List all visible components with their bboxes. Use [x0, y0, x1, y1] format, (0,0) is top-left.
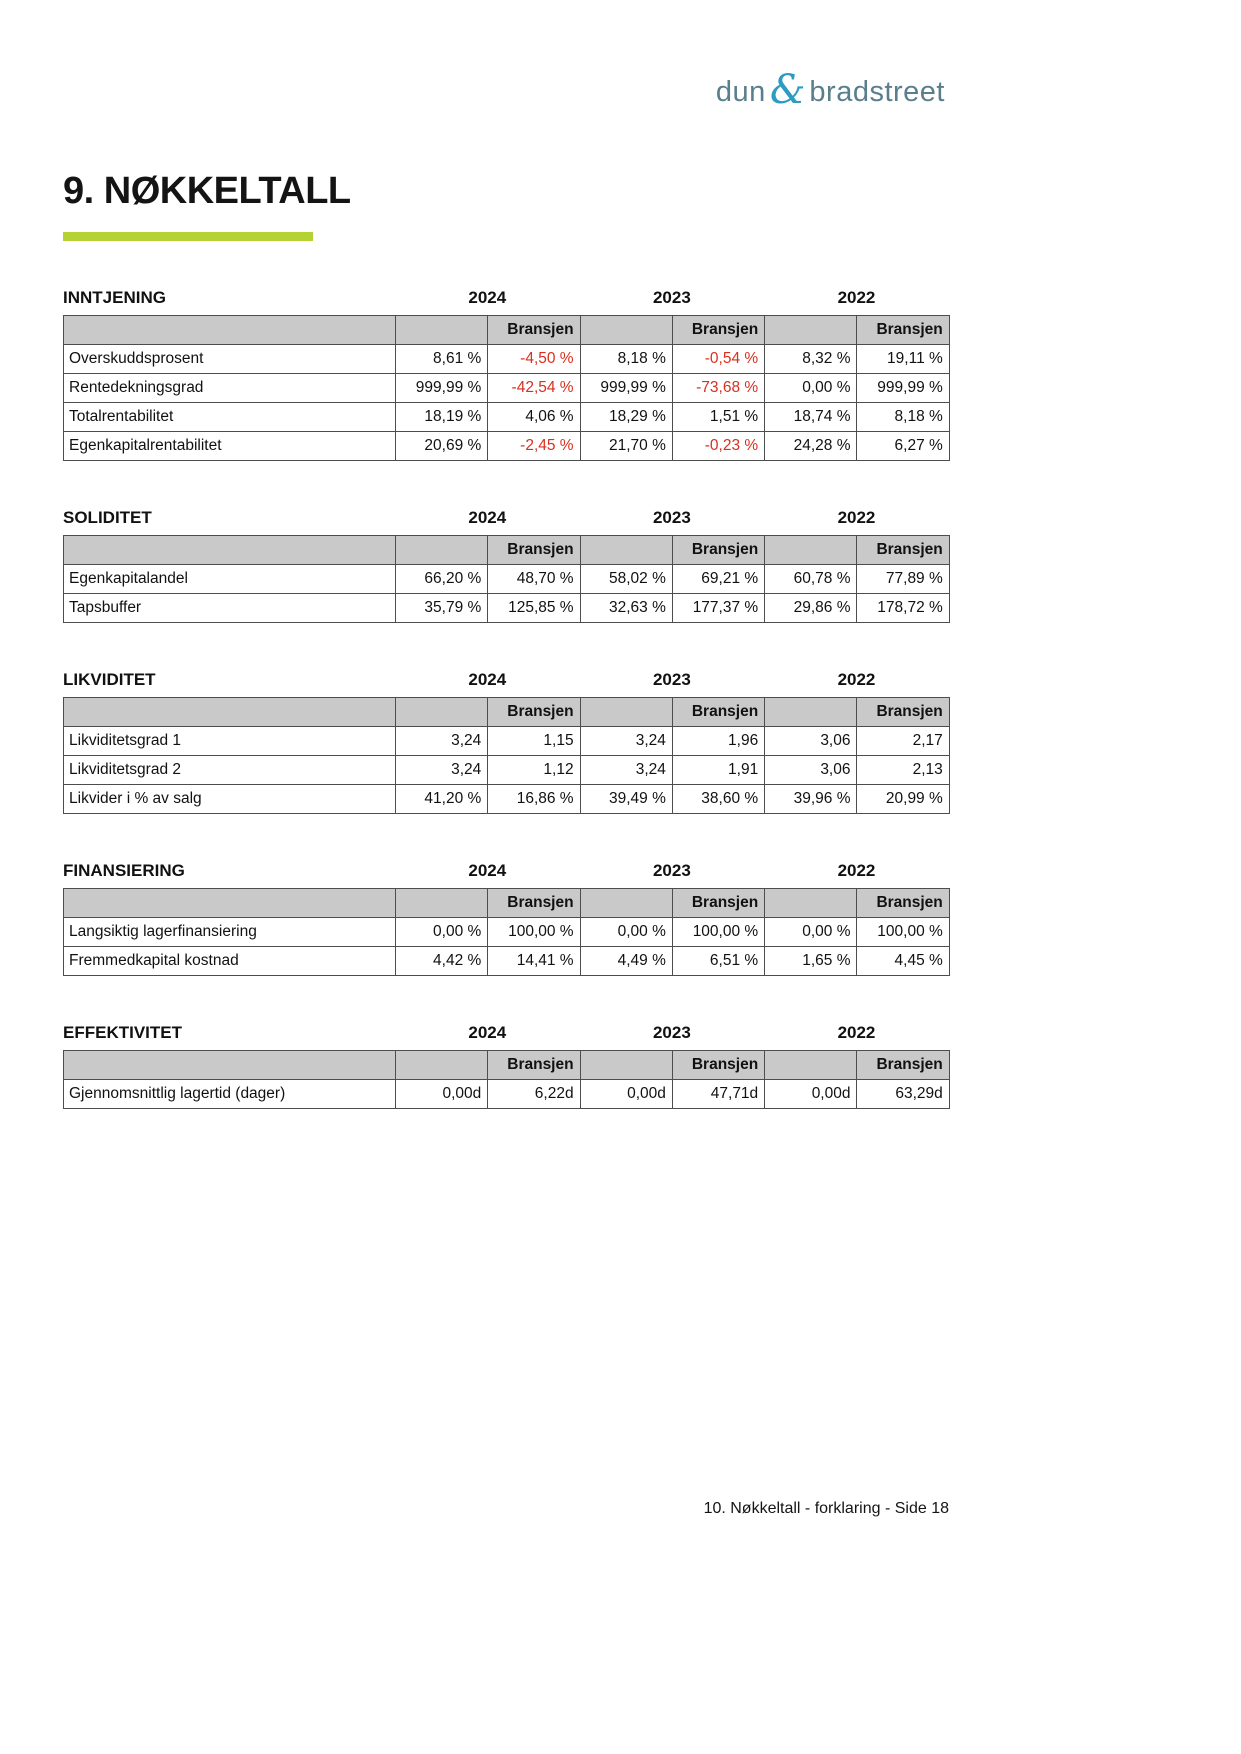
header-value-cell	[580, 889, 672, 918]
value-cell: 18,74 %	[765, 403, 857, 432]
row-label: Likviditetsgrad 1	[64, 727, 396, 756]
value-cell: 20,69 %	[396, 432, 488, 461]
header-value-cell	[396, 316, 488, 345]
value-cell: 1,12	[488, 756, 580, 785]
value-cell: 8,61 %	[396, 345, 488, 374]
value-cell: 3,06	[765, 756, 857, 785]
header-label-cell	[64, 316, 396, 345]
table-row	[64, 403, 950, 432]
table-row	[64, 785, 950, 814]
value-cell: 0,00d	[396, 1080, 488, 1109]
value-cell: 24,28 %	[765, 432, 857, 461]
industry-header-cell: Bransjen	[857, 1051, 949, 1080]
industry-header-cell: Bransjen	[488, 698, 580, 727]
row-label: Egenkapitalrentabilitet	[64, 432, 396, 461]
header-value-cell	[580, 536, 672, 565]
year-label: 2023	[652, 670, 691, 689]
value-cell: 69,21 %	[672, 565, 764, 594]
kpi-table	[63, 1050, 950, 1109]
value-cell: 2,13	[857, 756, 949, 785]
table-row	[64, 345, 950, 374]
header-label-cell	[64, 536, 396, 565]
table-header-row	[64, 698, 950, 727]
industry-header-cell: Bransjen	[857, 698, 949, 727]
value-cell: 39,49 %	[580, 785, 672, 814]
header-value-cell	[765, 1051, 857, 1080]
section-title: INNTJENING	[63, 288, 166, 307]
value-cell: 8,18 %	[580, 345, 672, 374]
sections	[63, 288, 949, 1156]
year-label: 2023	[652, 508, 691, 527]
value-cell: 39,96 %	[765, 785, 857, 814]
row-label: Likvider i % av salg	[64, 785, 396, 814]
industry-header-cell: Bransjen	[672, 698, 764, 727]
section-title: FINANSIERING	[63, 861, 185, 880]
table-row	[64, 947, 950, 976]
value-cell: 3,24	[396, 727, 488, 756]
value-cell: 4,42 %	[396, 947, 488, 976]
year-label: 2024	[468, 670, 507, 689]
section-header-row	[63, 670, 949, 690]
industry-header-cell: Bransjen	[488, 316, 580, 345]
value-cell: 1,65 %	[765, 947, 857, 976]
kpi-table	[63, 315, 950, 461]
table-header-row	[64, 1051, 950, 1080]
header-value-cell	[396, 698, 488, 727]
year-label: 2024	[468, 508, 507, 527]
industry-header-cell: Bransjen	[672, 1051, 764, 1080]
value-cell: 1,91	[672, 756, 764, 785]
table-row	[64, 374, 950, 403]
page-footer: 10. Nøkkeltall - forklaring - Side 18	[703, 1500, 949, 1517]
year-label: 2024	[468, 861, 507, 880]
value-cell: 3,06	[765, 727, 857, 756]
value-cell: 58,02 %	[580, 565, 672, 594]
year-label: 2022	[837, 288, 876, 307]
header-value-cell	[580, 698, 672, 727]
value-cell: 100,00 %	[672, 918, 764, 947]
value-cell: 4,49 %	[580, 947, 672, 976]
value-cell: -0,54 %	[672, 345, 764, 374]
value-cell: 47,71d	[672, 1080, 764, 1109]
logo-ampersand-icon: &	[769, 67, 806, 113]
value-cell: 35,79 %	[396, 594, 488, 623]
industry-header-cell: Bransjen	[488, 889, 580, 918]
header-value-cell	[580, 1051, 672, 1080]
value-cell: 48,70 %	[488, 565, 580, 594]
value-cell: 6,27 %	[857, 432, 949, 461]
value-cell: 1,15	[488, 727, 580, 756]
row-label: Langsiktig lagerfinansiering	[64, 918, 396, 947]
table-header-row	[64, 536, 950, 565]
value-cell: 125,85 %	[488, 594, 580, 623]
section-finansiering	[63, 861, 949, 976]
value-cell: 177,37 %	[672, 594, 764, 623]
value-cell: 38,60 %	[672, 785, 764, 814]
section-header-row	[63, 508, 949, 528]
value-cell: 20,99 %	[857, 785, 949, 814]
value-cell: 29,86 %	[765, 594, 857, 623]
industry-header-cell: Bransjen	[488, 1051, 580, 1080]
kpi-table	[63, 535, 950, 623]
table-header-row	[64, 889, 950, 918]
value-cell: 6,51 %	[672, 947, 764, 976]
value-cell: 66,20 %	[396, 565, 488, 594]
section-likviditet	[63, 670, 949, 814]
table-row	[64, 1080, 950, 1109]
year-label: 2024	[468, 288, 507, 307]
header-value-cell	[396, 889, 488, 918]
value-cell: 4,06 %	[488, 403, 580, 432]
row-label: Totalrentabilitet	[64, 403, 396, 432]
industry-header-cell: Bransjen	[672, 889, 764, 918]
logo-word-bradstreet: bradstreet	[809, 75, 945, 108]
section-effektivitet	[63, 1023, 949, 1109]
row-label: Overskuddsprosent	[64, 345, 396, 374]
year-label: 2023	[652, 861, 691, 880]
year-label: 2023	[652, 288, 691, 307]
value-cell: 3,24	[396, 756, 488, 785]
year-label: 2022	[837, 861, 876, 880]
section-header-row	[63, 288, 949, 308]
value-cell: 32,63 %	[580, 594, 672, 623]
section-inntjening	[63, 288, 949, 461]
section-title: SOLIDITET	[63, 508, 152, 527]
header-value-cell	[396, 1051, 488, 1080]
value-cell: 0,00 %	[396, 918, 488, 947]
header-value-cell	[765, 698, 857, 727]
kpi-table	[63, 888, 950, 976]
value-cell: 60,78 %	[765, 565, 857, 594]
industry-header-cell: Bransjen	[857, 316, 949, 345]
header-value-cell	[765, 316, 857, 345]
industry-header-cell: Bransjen	[857, 889, 949, 918]
value-cell: -73,68 %	[672, 374, 764, 403]
value-cell: 0,00 %	[580, 918, 672, 947]
table-row	[64, 594, 950, 623]
industry-header-cell: Bransjen	[672, 536, 764, 565]
value-cell: 0,00d	[765, 1080, 857, 1109]
table-row	[64, 432, 950, 461]
table-row	[64, 727, 950, 756]
header-label-cell	[64, 698, 396, 727]
value-cell: 77,89 %	[857, 565, 949, 594]
header-value-cell	[765, 889, 857, 918]
row-label: Rentedekningsgrad	[64, 374, 396, 403]
row-label: Tapsbuffer	[64, 594, 396, 623]
header-value-cell	[765, 536, 857, 565]
value-cell: 999,99 %	[857, 374, 949, 403]
table-row	[64, 565, 950, 594]
section-title: LIKVIDITET	[63, 670, 156, 689]
section-header-row	[63, 861, 949, 881]
row-label: Gjennomsnittlig lagertid (dager)	[64, 1080, 396, 1109]
year-label: 2023	[652, 1023, 691, 1042]
value-cell: 18,29 %	[580, 403, 672, 432]
row-label: Fremmedkapital kostnad	[64, 947, 396, 976]
value-cell: 2,17	[857, 727, 949, 756]
value-cell: 999,99 %	[580, 374, 672, 403]
header-value-cell	[396, 536, 488, 565]
value-cell: 100,00 %	[488, 918, 580, 947]
table-row	[64, 756, 950, 785]
value-cell: 1,51 %	[672, 403, 764, 432]
value-cell: 8,32 %	[765, 345, 857, 374]
value-cell: 63,29d	[857, 1080, 949, 1109]
value-cell: -0,23 %	[672, 432, 764, 461]
page-title: 9. NØKKELTALL	[63, 170, 351, 212]
title-accent-bar	[63, 232, 313, 241]
header-label-cell	[64, 889, 396, 918]
logo-word-dun: dun	[715, 75, 766, 108]
industry-header-cell: Bransjen	[857, 536, 949, 565]
value-cell: 0,00 %	[765, 918, 857, 947]
value-cell: -2,45 %	[488, 432, 580, 461]
value-cell: 4,45 %	[857, 947, 949, 976]
value-cell: 178,72 %	[857, 594, 949, 623]
value-cell: 14,41 %	[488, 947, 580, 976]
value-cell: 3,24	[580, 756, 672, 785]
value-cell: 18,19 %	[396, 403, 488, 432]
value-cell: -42,54 %	[488, 374, 580, 403]
table-header-row	[64, 316, 950, 345]
value-cell: 100,00 %	[857, 918, 949, 947]
value-cell: 19,11 %	[857, 345, 949, 374]
industry-header-cell: Bransjen	[488, 536, 580, 565]
header-value-cell	[580, 316, 672, 345]
section-title: EFFEKTIVITET	[63, 1023, 182, 1042]
value-cell: 41,20 %	[396, 785, 488, 814]
year-label: 2022	[837, 1023, 876, 1042]
dun-bradstreet-logo	[715, 67, 945, 114]
value-cell: 8,18 %	[857, 403, 949, 432]
row-label: Egenkapitalandel	[64, 565, 396, 594]
table-row	[64, 918, 950, 947]
value-cell: 3,24	[580, 727, 672, 756]
value-cell: -4,50 %	[488, 345, 580, 374]
value-cell: 999,99 %	[396, 374, 488, 403]
year-label: 2022	[837, 670, 876, 689]
value-cell: 21,70 %	[580, 432, 672, 461]
section-soliditet	[63, 508, 949, 623]
kpi-table	[63, 697, 950, 814]
value-cell: 16,86 %	[488, 785, 580, 814]
value-cell: 0,00d	[580, 1080, 672, 1109]
header-label-cell	[64, 1051, 396, 1080]
row-label: Likviditetsgrad 2	[64, 756, 396, 785]
value-cell: 6,22d	[488, 1080, 580, 1109]
industry-header-cell: Bransjen	[672, 316, 764, 345]
year-label: 2024	[468, 1023, 507, 1042]
value-cell: 0,00 %	[765, 374, 857, 403]
year-label: 2022	[837, 508, 876, 527]
value-cell: 1,96	[672, 727, 764, 756]
section-header-row	[63, 1023, 949, 1043]
